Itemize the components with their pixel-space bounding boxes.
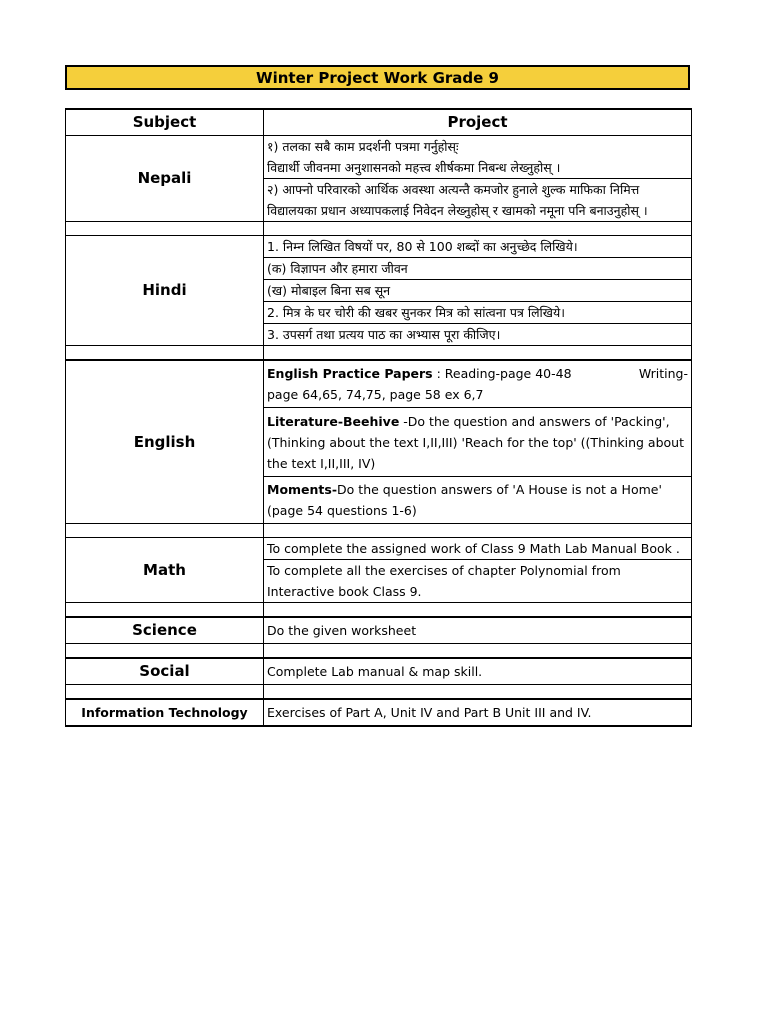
hindi-line-3: (ख) मोबाइल बिना सब सून	[264, 280, 692, 302]
spacer-row	[66, 603, 692, 618]
spacer-row	[66, 222, 692, 236]
subject-nepali: Nepali	[66, 136, 264, 222]
subject-english: English	[66, 360, 264, 524]
math-line-1: To complete the assigned work of Class 9 Math Lab Manual Book .	[264, 538, 692, 560]
table-row	[66, 360, 692, 408]
hindi-line-4: 2. मित्र के घर चोरी की खबर सुनकर मित्र को सांत्वना पत्र लिखिये।	[264, 302, 692, 324]
table-header-row	[66, 109, 692, 136]
table-row	[66, 699, 692, 726]
page-title: Winter Project Work Grade 9	[65, 65, 690, 90]
hindi-line-2: (क) विज्ञापन और हमारा जीवन	[264, 258, 692, 280]
english-practice-label: English Practice Papers	[267, 366, 433, 381]
english-literature-label: Literature-Beehive	[267, 414, 400, 429]
subject-science: Science	[66, 617, 264, 644]
hindi-line-5: 3. उपसर्ग तथा प्रत्यय पाठ का अभ्यास पूरा कीजिए।	[264, 324, 692, 346]
project-column-header: Project	[264, 109, 692, 136]
table-row	[66, 617, 692, 644]
subject-math: Math	[66, 538, 264, 603]
table-row	[66, 136, 692, 179]
english-moments-text: Do the question answers of 'A House is not a Home' (page 54 questions 1-6)	[267, 482, 662, 518]
english-moments-label: Moments-	[267, 482, 338, 497]
science-task: Do the given worksheet	[264, 617, 692, 644]
spacer-row	[66, 644, 692, 659]
project-table	[65, 108, 692, 727]
table-row	[66, 538, 692, 560]
social-task: Complete Lab manual & map skill.	[264, 658, 692, 685]
nepali-line-1: १) तलका सबै काम प्रदर्शनी पत्रमा गर्नुहाेस्ः	[267, 139, 459, 154]
english-practice-rest: page 64,65, 74,75, page 58 ex 6,7	[267, 387, 484, 402]
english-literature-text: -Do the question and answers of 'Packing',(Thinking about the text I,II,III) 'Reach for the top' ((Thinking about the text I,II,III, IV)	[267, 414, 684, 471]
nepali-task-1	[264, 136, 692, 179]
subject-information-technology: Information Technology	[66, 699, 264, 726]
spacer-row	[66, 685, 692, 700]
subject-hindi: Hindi	[66, 236, 264, 346]
subject-column-header: Subject	[66, 109, 264, 136]
table-row	[66, 658, 692, 685]
english-moments	[264, 477, 692, 524]
english-practice-writing: Writing-	[638, 366, 688, 381]
nepali-line-2: विद्यार्थी जीवनमा अनुशासनको महत्त्व शीर्षकमा निबन्ध लेख्नुहाेस् ।	[267, 160, 561, 175]
it-task: Exercises of Part A, Unit IV and Part B Unit III and IV.	[264, 699, 692, 726]
english-practice-reading: : Reading-page 40-48	[432, 366, 572, 381]
nepali-task-2: २) आफ्नाे परिवारकाे आर्थिक अवस्था अत्यन्तै कमजाेर हुनाले शुल्क माफिका निमित्त विद्यालयका प्रधान अध्यापकलाई निवेदन लेख्नुहाेस् र खामकाे नमूना पनि बनाउनुहाेस् ।	[264, 179, 692, 222]
subject-social: Social	[66, 658, 264, 685]
hindi-line-1: 1. निम्न लिखित विषयों पर, 80 से 100 शब्दों का अनुच्छेद लिखिये।	[264, 236, 692, 258]
table-row	[66, 236, 692, 258]
spacer-row	[66, 346, 692, 361]
english-practice-papers	[264, 360, 692, 408]
math-line-2: To complete all the exercises of chapter Polynomial from Interactive book Class 9.	[264, 560, 692, 603]
english-literature	[264, 408, 692, 477]
spacer-row	[66, 524, 692, 538]
